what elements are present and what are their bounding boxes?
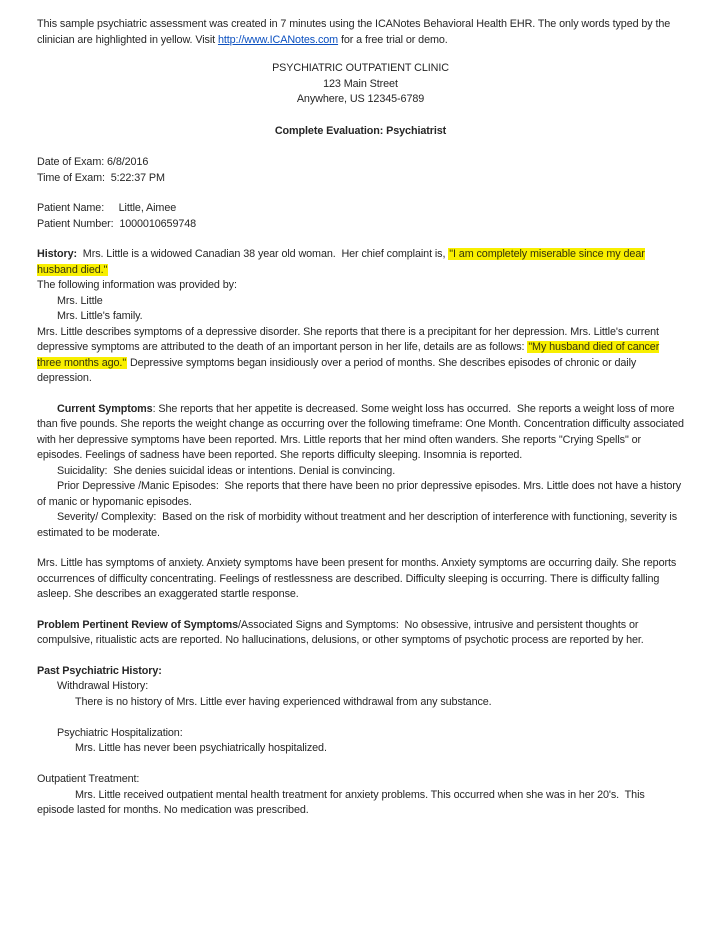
withdrawal-history-label: Withdrawal History:: [57, 680, 149, 692]
exam-date-line: Date of Exam: 6/8/2016: [37, 156, 149, 168]
anxiety-paragraph: Mrs. Little has symptoms of anxiety. Anxiety symptoms have been present for months. Anxiety symptoms are occurring daily. She reports occurrences of difficulty concentrating. Feelings of restlessness are described. Difficulty sleeping is occurring. There is difficulty falling asleep. She describes an exaggerated startle response.: [37, 557, 677, 600]
depression-text-after-highlight: Depressive symptoms began insidiously over a period of months. She describes episodes of chronic or daily depression.: [37, 356, 637, 384]
current-symptoms-section: [37, 402, 684, 542]
history-label: History:: [37, 248, 77, 260]
clinic-header: [37, 61, 684, 108]
past-psychiatric-history-label: Past Psychiatric History:: [37, 664, 162, 677]
patient-info: [37, 201, 684, 232]
current-symptoms-paragraph: [37, 402, 684, 464]
outpatient-treatment-label: Outpatient Treatment:: [37, 773, 140, 785]
past-psychiatric-history-section: [37, 664, 684, 819]
chief-complaint-highlight: "I am completely miserable since my dear husband died.": [37, 248, 645, 276]
review-of-symptoms-paragraph: [37, 618, 684, 649]
patient-number-line: Patient Number: 1000010659748: [37, 217, 197, 230]
clinic-street: 123 Main Street: [323, 77, 398, 90]
review-of-symptoms-body: /Associated Signs and Symptoms: No obsessive, intrusive and persistent thoughts or compulsive, ritualistic acts are reported. No hallucinations, delusions, or other symptoms of psychotic process are reported by her.: [37, 618, 644, 646]
blank-line: [37, 710, 684, 726]
current-symptoms-body: : She reports that her appetite is decreased. Some weight loss has occurred. She reports a weight loss of more than five pounds. She reports the weight change as occurring over the following timeframe: One Month. Concentration difficulty associated with her depressive symptoms have been reported. Mrs. Little reports that her mind often wanders. She reports "Crying Spells" or episodes. Feelings of sadness have been reported. She reports difficulty sleeping. Insomnia is reported.: [37, 402, 684, 461]
icanotes-link[interactable]: http://www.ICANotes.com: [217, 33, 339, 46]
depression-text-before-highlight: Mrs. Little describes symptoms of a depressive disorder. She reports that there is a precipitant for her depression. Mrs. Little's current depressive symptoms are attributed to the death of an important person in her life, details are as follows:: [37, 325, 659, 353]
exam-info: [37, 155, 684, 186]
current-symptoms-label: Current Symptoms: [57, 402, 153, 415]
clinic-city: Anywhere, US 12345-6789: [296, 93, 425, 105]
psychiatric-hospitalization-label: Psychiatric Hospitalization:: [57, 726, 183, 739]
depression-paragraph: [37, 325, 684, 387]
intro-note: [37, 17, 684, 48]
precipitant-highlight: "My husband died of cancer three months ago.": [37, 341, 660, 369]
information-source: Mrs. Little: [57, 294, 103, 307]
clinic-name: PSYCHIATRIC OUTPATIENT CLINIC: [272, 62, 449, 74]
prior-episodes-paragraph: Prior Depressive /Manic Episodes: She reports that there have been no prior depressive episodes. Mrs. Little does not have a history of manic or hypomanic episodes.: [37, 480, 682, 508]
intro-text-before-link: This sample psychiatric assessment was created in 7 minutes using the ICANotes Behavioral Health EHR. The only words typed by the clinician are highlighted in yellow. Visit: [37, 18, 671, 46]
suicidality-paragraph: Suicidality: She denies suicidal ideas or intentions. Denial is convincing.: [57, 464, 396, 477]
review-of-symptoms-label: Problem Pertinent Review of Symptoms: [37, 618, 238, 631]
severity-paragraph: Severity/ Complexity: Based on the risk of morbidity without treatment and her description of interference with functioning, severity is estimated to be moderate.: [37, 511, 678, 539]
patient-name-line: Patient Name: Little, Aimee: [37, 202, 177, 214]
history-section: [37, 247, 684, 387]
blank-line: [37, 757, 684, 773]
history-paragraph: [37, 247, 684, 278]
exam-time-line: Time of Exam: 5:22:37 PM: [37, 171, 165, 184]
provided-by-intro: The following information was provided by:: [37, 279, 237, 291]
information-source: Mrs. Little's family.: [57, 310, 143, 322]
outpatient-treatment-paragraph: Mrs. Little received outpatient mental health treatment for anxiety problems. This occurred when she was in her 20's. This episode lasted for months. No medication was prescribed.: [37, 788, 645, 816]
history-body: Mrs. Little is a widowed Canadian 38 year old woman. Her chief complaint is,: [77, 248, 449, 260]
evaluation-title: Complete Evaluation: Psychiatrist: [274, 124, 447, 137]
intro-text-after-link: for a free trial or demo.: [338, 33, 448, 46]
psychiatric-hospitalization-text: Mrs. Little has never been psychiatrically hospitalized.: [75, 742, 327, 754]
withdrawal-history-text: There is no history of Mrs. Little ever having experienced withdrawal from any substance.: [75, 695, 492, 708]
